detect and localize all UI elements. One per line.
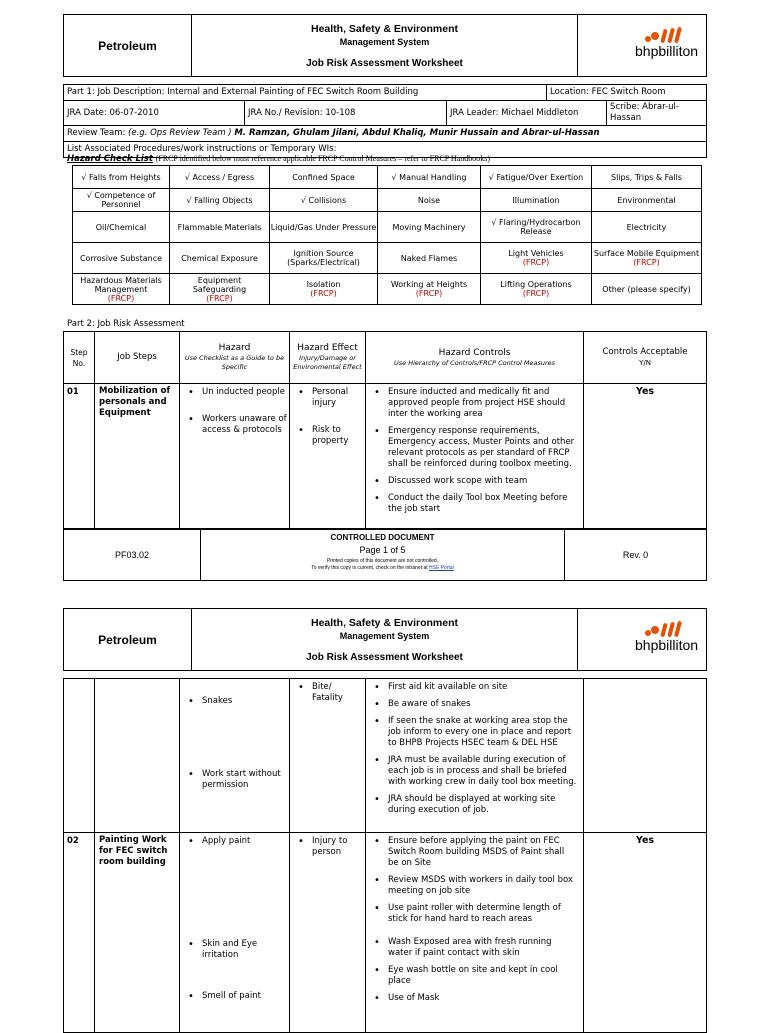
check-item: Slips, Trips & Falls [592, 166, 702, 189]
review-team-example: (e.g. Ops Review Team ) [128, 128, 232, 138]
check-item-safeguarding [170, 274, 270, 305]
check-item: Electricity [592, 212, 702, 243]
scribe: Scribe: Abrar-ul-Hassan [607, 101, 707, 126]
list-item: • Risk to property [312, 425, 365, 447]
check-item: Ignition Source (Sparks/Electrical) [270, 243, 378, 274]
job-details-table [63, 84, 707, 158]
logo-text: bhpbilliton [635, 43, 699, 59]
list-item: • Review MSDS with workers in daily tool box meeting on job site [388, 875, 577, 897]
col-controls-sub: Use Hierarchy of Controls/FRCP Control Measures [393, 358, 556, 367]
check-item-other: Other (please specify) [592, 274, 702, 305]
col-hazard-effect [290, 332, 366, 384]
list-item: • Eye wash bottle on site and kept in cool place [388, 965, 577, 987]
list-item: • Discussed work scope with team [388, 476, 577, 487]
col-effect-label: Hazard Effect [297, 343, 358, 353]
check-item-label: Lifting Operations [500, 280, 572, 289]
step-number: 01 [64, 384, 95, 529]
footer-verify [201, 565, 564, 572]
effect-cell [290, 833, 366, 1033]
controls-cell [366, 679, 584, 833]
controlled-document: CONTROLLED DOCUMENT [330, 533, 435, 542]
page2-header [63, 608, 707, 671]
check-item: Oil/Chemical [73, 212, 170, 243]
list-item: • Workers unaware of access & protocols [202, 414, 289, 436]
check-item: Chemical Exposure [170, 243, 270, 274]
controls-cell [366, 384, 584, 529]
header-line2: Management System [339, 631, 430, 641]
hazard-cell [180, 679, 290, 833]
check-item-label: Equipment Safeguarding [192, 275, 247, 294]
jra-date: JRA Date: 06-07-2010 [64, 101, 245, 126]
jra-leader: JRA Leader: Michael Middleton [447, 101, 607, 126]
page1-footer [63, 529, 707, 581]
frcp-tag: (FRCP) [310, 289, 337, 298]
header-line2: Management System [339, 37, 430, 47]
check-item: Liquid/Gas Under Pressure [270, 212, 378, 243]
col-hazard-sub: Use Checklist as a Guide to be Specific [184, 354, 285, 371]
col-effect-sub: Injury/Damage or Environmental Effect [293, 354, 362, 371]
frcp-tag: (FRCP) [107, 293, 135, 303]
check-item: √ Falls from Heights [73, 166, 170, 189]
check-item: √ Manual Handling [378, 166, 481, 189]
list-item: • Bite/ Fatality [312, 682, 365, 704]
checklist-title: Hazard Check List [67, 154, 153, 164]
bhpbilliton-logo [578, 609, 706, 670]
header-title-block [192, 609, 578, 671]
job-description-value: Internal and External Painting of FEC Switch Room Building [167, 87, 419, 97]
check-item: √ Falling Objects [170, 189, 270, 212]
review-team-members: M. Ramzan, Ghulam Jilani, Abdul Khaliq, Munir Hussain and Abrar-ul-Hassan [234, 128, 600, 138]
check-item: Naked Flames [378, 243, 481, 274]
list-item: • Snakes [202, 696, 289, 707]
header-title-block [192, 15, 578, 77]
jra-number: JRA No./ Revision: 10-108 [245, 101, 447, 126]
step-number: 02 [64, 833, 95, 1033]
list-item: • First aid kit available on site [388, 682, 577, 693]
controls-acceptable-value: Yes [584, 833, 707, 1033]
review-team-label: Review Team: [67, 128, 126, 138]
col-hazard [180, 332, 290, 384]
logo-cell [578, 15, 707, 77]
footer-center [201, 530, 565, 581]
check-item: Noise [378, 189, 481, 212]
part2-title: Part 2: Job Risk Assessment [67, 319, 185, 329]
list-item: • Wash Exposed area with fresh running water if paint contact with skin [388, 937, 577, 959]
list-item: • Ensure inducted and medically fit and approved people from project HSE should inter the working area [388, 387, 577, 420]
check-item-heights [378, 274, 481, 305]
list-item: • Use paint roller with determine length of stick for hand hard to reach areas [388, 903, 577, 925]
frcp-tag: (FRCP) [522, 258, 550, 267]
page-number: Page 1 of 5 [359, 545, 406, 555]
check-item: √ Competence of Personnel [73, 189, 170, 212]
hazard-checklist-title [67, 154, 490, 164]
header-line3: Job Risk Assessment Worksheet [306, 58, 463, 69]
col-job-steps: Job Steps [95, 332, 180, 384]
controls-cell [366, 833, 584, 1033]
list-item: • Ensure before applying the paint on FEC Switch Room building MSDS of Paint shall be on Site [388, 836, 577, 869]
table-row [64, 833, 707, 1033]
check-item: Illumination [481, 189, 592, 212]
list-item: • JRA must be available during execution of each job is in process and shall be briefed with working crew in daily tool box meeting. [388, 755, 577, 788]
check-item-label: Isolation [306, 280, 341, 289]
table-row [64, 679, 707, 833]
check-item: √ Collisions [270, 189, 378, 212]
effect-cell [290, 384, 366, 529]
company-name: Petroleum [64, 15, 192, 77]
revision: Rev. 0 [565, 530, 707, 581]
company-name: Petroleum [64, 609, 192, 671]
col-hazard-label: Hazard [218, 343, 251, 353]
effect-cell [290, 679, 366, 833]
logo-text: bhpbilliton [635, 637, 699, 653]
check-item-lifting [481, 274, 592, 305]
check-item-label: Hazardous Materials Management [80, 275, 162, 294]
job-description-label: Part 1: Job Description: [67, 87, 165, 97]
header-line3: Job Risk Assessment Worksheet [306, 652, 463, 663]
frcp-tag: (FRCP) [206, 293, 233, 303]
check-item-surface-mobile [592, 243, 702, 274]
job-description [64, 85, 547, 101]
footer-verify-text: To verify this copy is current, check on the intranet at [311, 565, 428, 571]
col-step-no: Step No. [64, 332, 95, 384]
list-item: • JRA should be displayed at working site during execution of job. [388, 794, 577, 816]
check-item-hazmat [73, 274, 170, 305]
page1-header [63, 14, 707, 77]
col-accept-label: Controls Acceptable [602, 346, 688, 357]
associated-procedures: List Associated Procedures/work instructions or Temporary WIs: [64, 142, 707, 158]
check-item: Confined Space [270, 166, 378, 189]
step-name: Mobilization of personals and Equipment [95, 384, 180, 529]
logo-cell [578, 609, 707, 671]
check-item: Corrosive Substance [73, 243, 170, 274]
col-accept-sub: Y/N [639, 358, 651, 367]
hazard-checklist-grid [72, 165, 702, 305]
hse-portal-link[interactable]: HSE Portal [429, 565, 454, 571]
list-item: • Emergency response requirements, Emergency access, Muster Points and other relevant protocols as per standard of FRCP shall be reinforced during toolbox meeting. [388, 426, 577, 470]
list-item: • Apply paint [202, 836, 289, 847]
risk-assessment-table-continued [63, 678, 707, 1033]
list-item: • Use of Mask [388, 993, 577, 1004]
frcp-tag: (FRCP) [633, 258, 660, 267]
check-item: √ Access / Egress [170, 166, 270, 189]
check-item-isolation [270, 274, 378, 305]
check-item-label: Light Vehicles [508, 249, 564, 258]
checklist-note: (FRCP identified below must reference applicable FRCP Control Measures – refer to FRCP Handbooks) [155, 154, 491, 163]
risk-assessment-table [63, 331, 707, 529]
col-hazard-controls [366, 332, 584, 384]
frcp-tag: (FRCP) [522, 289, 550, 298]
check-item: Environmental [592, 189, 702, 212]
frcp-tag: (FRCP) [415, 289, 443, 298]
doc-code: PF03.02 [64, 530, 201, 581]
list-item: • Personal injury [312, 387, 365, 409]
footer-note: Printed copies of this document are not controlled. [326, 558, 439, 564]
check-item-label: Surface Mobile Equipment [593, 249, 700, 258]
header-line1: Health, Safety & Environment [310, 617, 459, 629]
check-item: √ Flaring/Hydrocarbon Release [481, 212, 592, 243]
list-item: • If seen the snake at working area stop the job inform to every one in place and report to BHPB Projects HSEC team & DEL HSE [388, 716, 577, 749]
check-item-light-vehicles [481, 243, 592, 274]
table-row [64, 384, 707, 529]
list-item: • Smell of paint [202, 991, 289, 1002]
check-item: √ Fatigue/Over Exertion [481, 166, 592, 189]
header-line1: Health, Safety & Environment [310, 23, 459, 35]
col-controls-acceptable [584, 332, 707, 384]
list-item: • Conduct the daily Tool box Meeting before the job start [388, 493, 577, 515]
hazard-cell [180, 833, 290, 1033]
list-item: • Skin and Eye irritation [202, 939, 289, 961]
location: Location: FEC Switch Room [547, 85, 707, 101]
check-item: Moving Machinery [378, 212, 481, 243]
list-item: • Be aware of snakes [388, 699, 577, 710]
list-item: • Work start without permission [202, 769, 289, 791]
check-item-label: Working at Heights [390, 280, 468, 289]
col-controls-label: Hazard Controls [438, 347, 511, 358]
hazard-cell [180, 384, 290, 529]
list-item: • Un inducted people [202, 387, 289, 398]
step-name: Painting Work for FEC switch room building [95, 833, 180, 1033]
list-item: • Injury to person [312, 836, 365, 858]
bhpbilliton-logo [578, 15, 706, 76]
check-item: Flammable Materials [170, 212, 270, 243]
controls-acceptable-value: Yes [584, 384, 707, 529]
review-team [64, 126, 707, 142]
